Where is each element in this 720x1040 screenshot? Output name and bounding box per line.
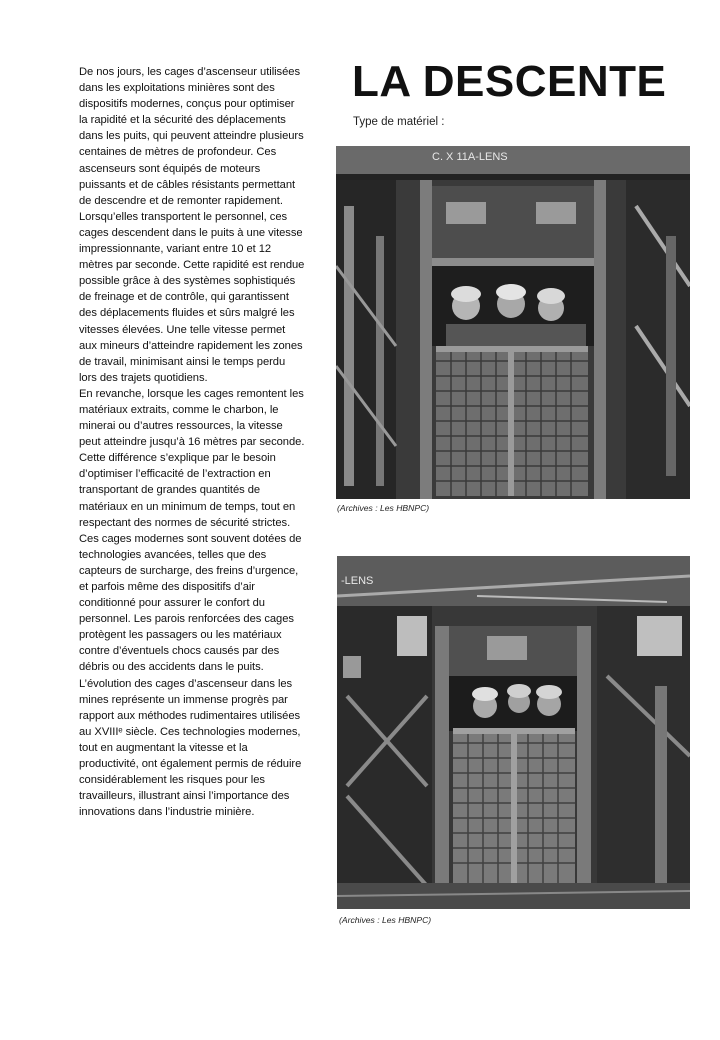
photo-caption: (Archives : Les HBNPC)	[337, 503, 430, 513]
paragraph: L’évolution des cages d’ascenseur dans les mines représente un immense progrès par rapport aux méthodes rudimentaires utilisées au XVIIIᵉ siècle. Ces technologies modernes, tout en augmentant la vitesse et la productivité, ont également permis de réduire considérablement les risques pour les travailleurs, illustrant ainsi l’importance des innovations dans l’industrie minière.	[79, 677, 302, 819]
paragraph: Ces cages modernes sont souvent dotées de technologies avancées, telles que des capteurs de surcharge, des freins d’urgence, et parfois même des dispositifs d’air conditionné pour assurer le confort du personnel. Les parois renforcées des cages protègent les passagers ou les matériaux contre d’éventuels chocs causés par des débris ou des accidents dans le puits.	[79, 532, 302, 674]
paragraph: En revanche, lorsque les cages remontent les matériaux extraits, comme le charbon, le minerai ou d’autres ressources, la vitesse peut atteindre jusqu’à 16 mètres par seconde. Cette différence s’explique par le besoin d’optimiser l’efficacité de l’extraction en transportant de grandes quantités de matériaux en un minimum de temps, tout en respectant des normes de sécurité strictes.	[79, 387, 305, 529]
photo-sign-text: -LENS	[341, 575, 374, 587]
mine-cage-photo-1	[336, 146, 690, 499]
photo-sign-text: C. X 11A-LENS	[432, 151, 508, 163]
article-body	[79, 64, 305, 820]
photo-caption: (Archives : Les HBNPC)	[339, 915, 432, 925]
mine-cage-photo-2	[337, 556, 690, 909]
page-title: LA DESCENTE	[352, 57, 667, 106]
paragraph: De nos jours, les cages d’ascenseur utilisées dans les exploitations minières sont des dispositifs modernes, conçus pour optimiser la rapidité et la sécurité des déplacements dans les puits, qui peuvent atteindre plusieurs centaines de mètres de profondeur. Ces ascenseurs sont équipés de moteurs puissants et de câbles résistants permettant de descendre et de remonter rapidement. Lorsqu’elles transportent le personnel, ces cages descendent dans le puits à une vitesse impressionnante, variant entre 10 et 12 mètres par seconde. Cette rapidité est rendue possible grâce à des systèmes sophistiqués de freinage et de contrôle, qui garantissent des déplacements fluides et sûrs malgré les vitesses élevées. Une telle vitesse permet aux mineurs d’atteindre rapidement les zones de travail, minimisant ainsi le temps perdu lors des trajets quotidiens.	[79, 66, 305, 384]
subtitle: Type de matériel :	[353, 116, 445, 128]
